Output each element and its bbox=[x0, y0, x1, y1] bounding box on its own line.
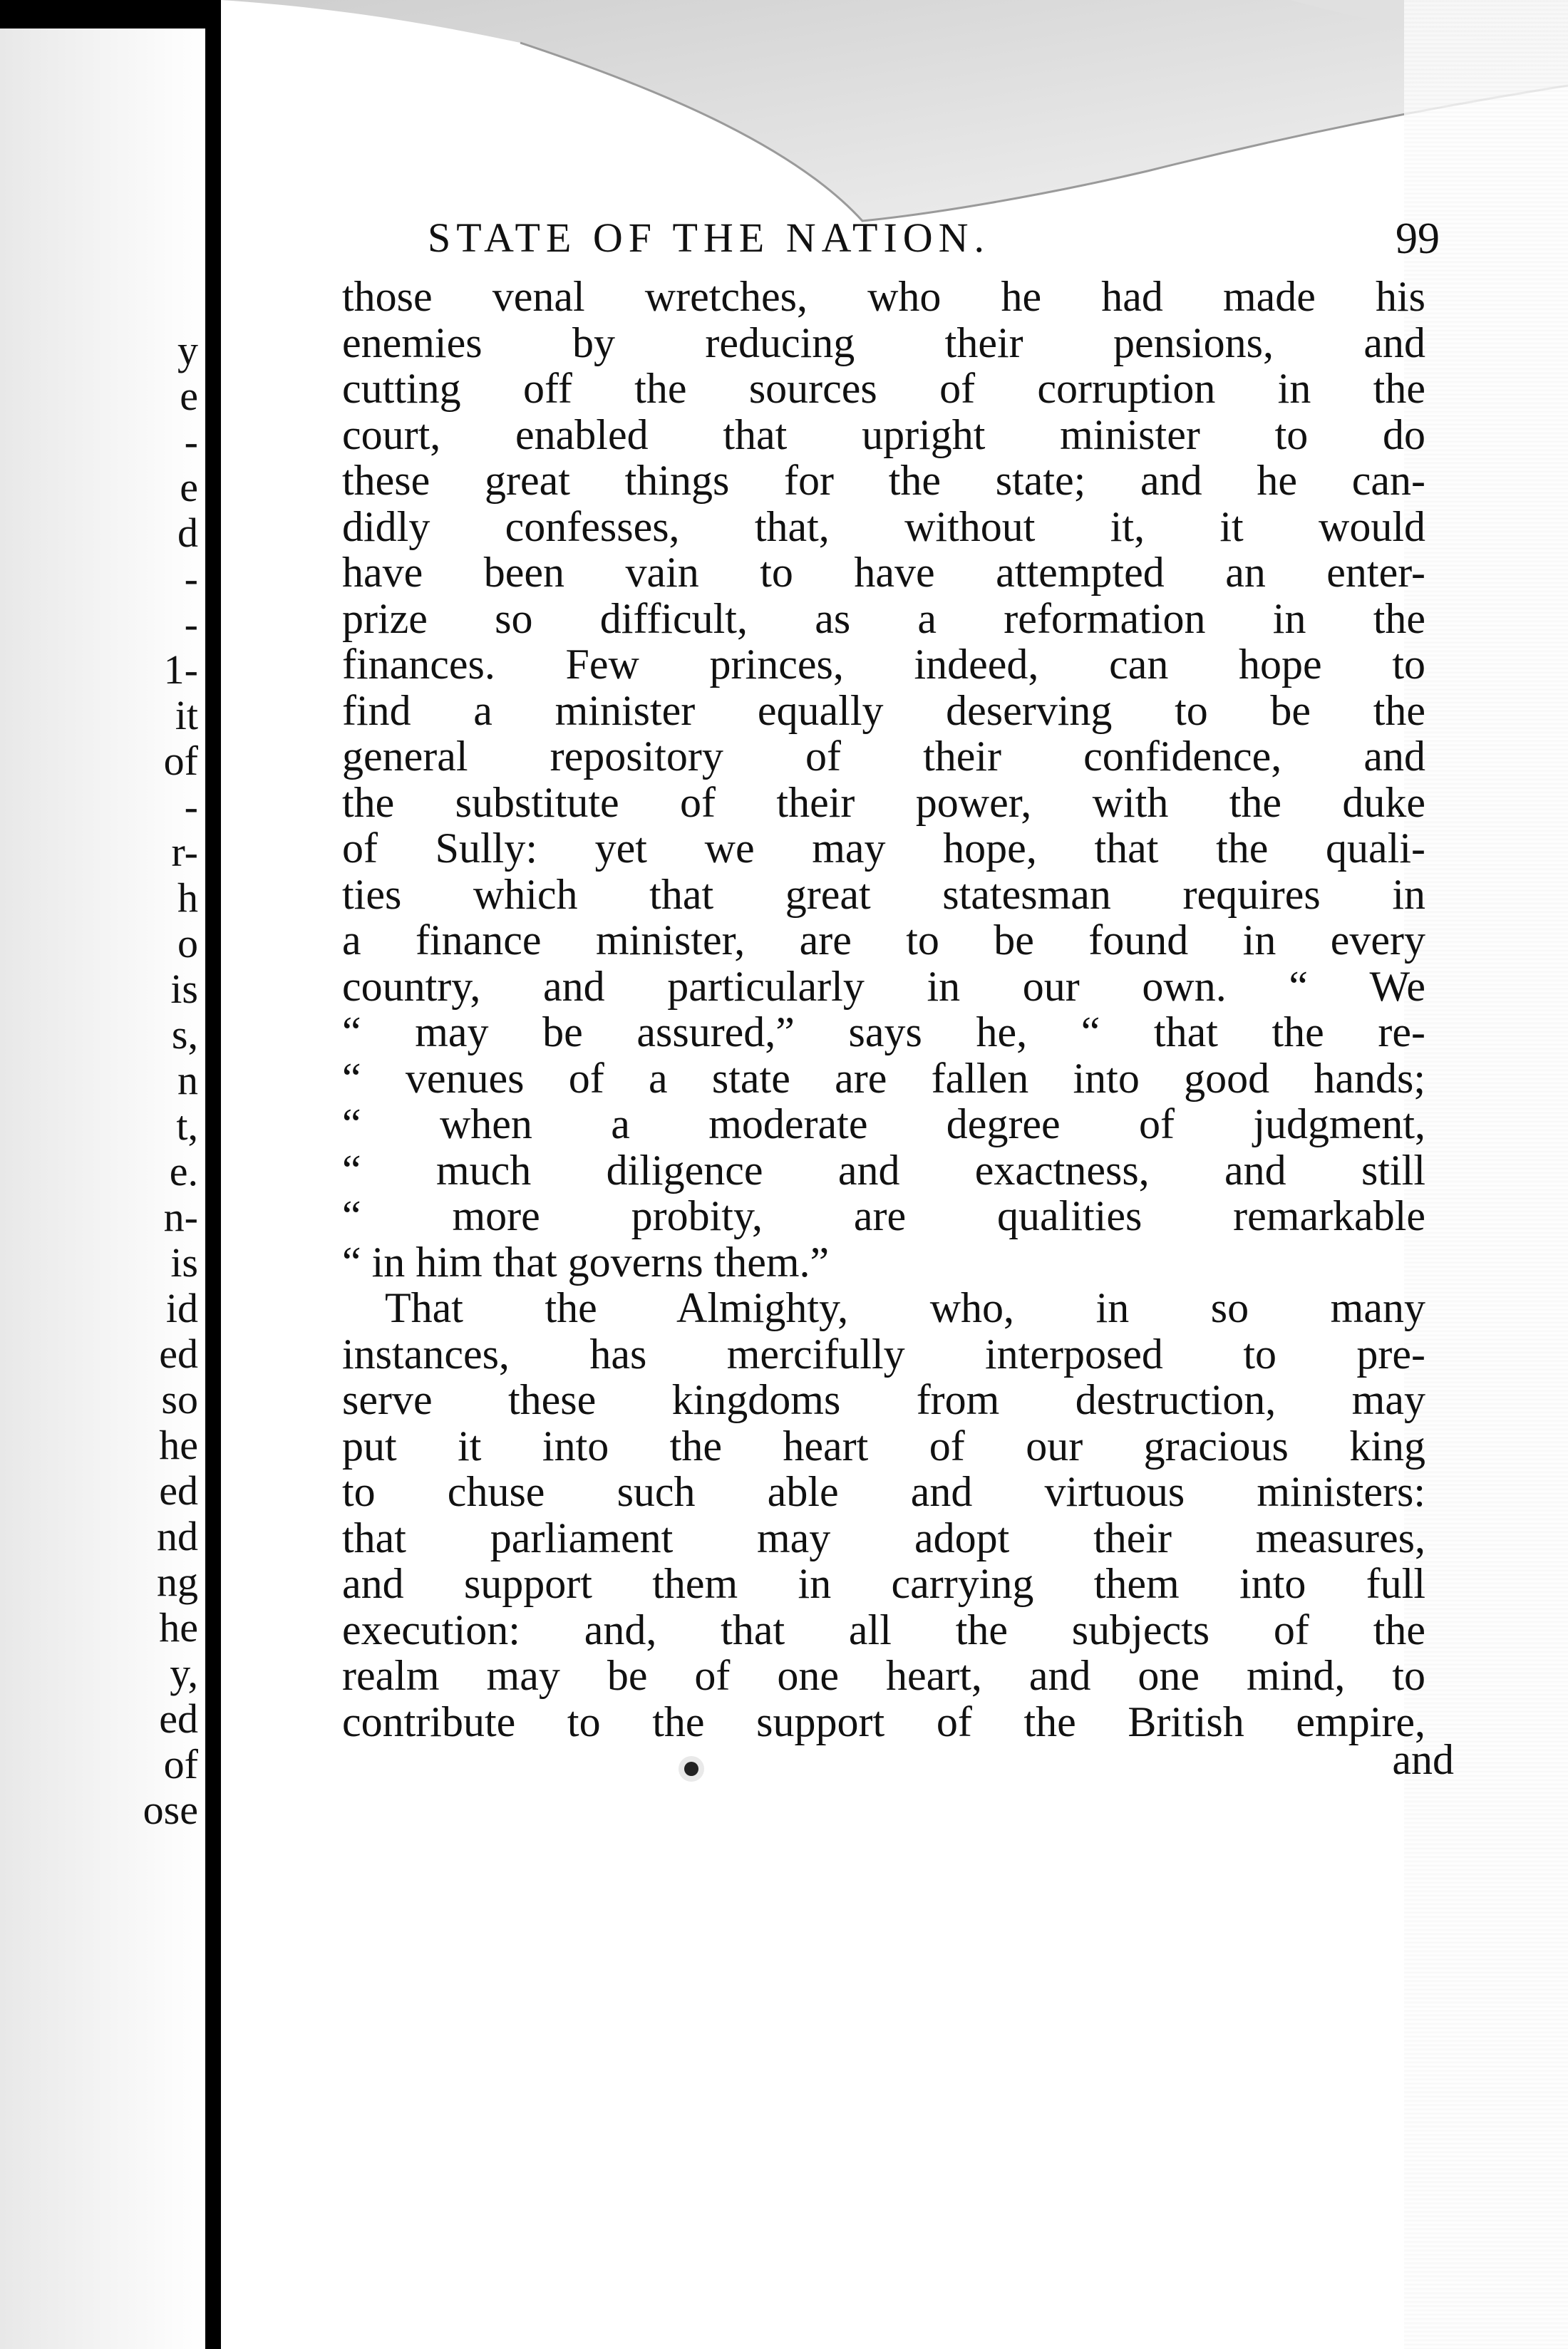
text-line: didly confesses, that, without it, it would bbox=[342, 502, 1425, 550]
left-fragment: ng bbox=[157, 1559, 198, 1605]
text-line: general repository of their confidence, and bbox=[342, 733, 1425, 780]
left-fragment: e. bbox=[169, 1148, 198, 1194]
paper-texture bbox=[1404, 0, 1568, 2349]
left-page-edge bbox=[0, 29, 205, 2349]
left-fragment: s, bbox=[171, 1011, 198, 1058]
left-fragment: 1- bbox=[163, 646, 198, 693]
left-fragment: - bbox=[184, 555, 198, 602]
text-line: court, enabled that upright minister to do bbox=[342, 411, 1425, 458]
catchword: and bbox=[1392, 1736, 1454, 1783]
signature-mark-dot bbox=[684, 1762, 698, 1776]
left-fragment: it bbox=[175, 692, 198, 738]
text-line: to chuse such able and virtuous ministers: bbox=[342, 1468, 1425, 1515]
left-fragment: ed bbox=[159, 1695, 198, 1742]
left-fragment: d bbox=[177, 510, 198, 556]
text-line: realm may be of one heart, and one mind, to bbox=[342, 1652, 1425, 1699]
left-fragment: ose bbox=[143, 1787, 198, 1833]
book-gutter bbox=[205, 0, 221, 2349]
text-line: cutting off the sources of corruption in the bbox=[342, 365, 1425, 412]
left-fragment: r- bbox=[171, 829, 198, 875]
text-line: these great things for the state; and he can- bbox=[342, 457, 1425, 504]
body-text bbox=[342, 274, 1425, 1745]
left-fragment: he bbox=[159, 1604, 198, 1651]
text-line: enemies by reducing their pensions, and bbox=[342, 319, 1425, 366]
text-line: find a minister equally deserving to be the bbox=[342, 686, 1425, 734]
text-line: country, and particularly in our own. “ We bbox=[342, 962, 1425, 1010]
left-fragment: e bbox=[180, 373, 198, 419]
left-fragment: is bbox=[170, 966, 198, 1012]
text-line: ties which that great statesman requires in bbox=[342, 870, 1425, 918]
text-line: prize so difficult, as a reformation in the bbox=[342, 594, 1425, 642]
left-fragment: y, bbox=[170, 1650, 198, 1696]
left-fragment: n- bbox=[163, 1194, 198, 1240]
left-fragment: ed bbox=[159, 1467, 198, 1514]
text-line: “ venues of a state are fallen into good hands; bbox=[342, 1054, 1425, 1102]
left-fragment: - bbox=[184, 418, 198, 465]
text-line: execution: and, that all the subjects of the bbox=[342, 1606, 1425, 1653]
left-page-text-fragments bbox=[143, 328, 198, 1833]
left-fragment: so bbox=[161, 1376, 198, 1423]
text-line: that parliament may adopt their measures, bbox=[342, 1514, 1425, 1561]
left-fragment: is bbox=[170, 1239, 198, 1286]
left-fragment: - bbox=[184, 601, 198, 647]
text-line: finances. Few princes, indeed, can hope to bbox=[342, 641, 1425, 688]
left-fragment: nd bbox=[157, 1513, 198, 1559]
torn-page-corner bbox=[221, 0, 1568, 228]
page-number: 99 bbox=[1396, 215, 1440, 263]
text-line: the substitute of their power, with the duke bbox=[342, 778, 1425, 826]
running-head-title: STATE OF THE NATION. bbox=[428, 215, 991, 261]
running-head bbox=[428, 214, 1440, 264]
left-fragment: o bbox=[177, 920, 198, 966]
text-line: “ much diligence and exactness, and still bbox=[342, 1146, 1425, 1194]
text-line: have been vain to have attempted an enter- bbox=[342, 549, 1425, 596]
text-line: contribute to the support of the British empire, bbox=[342, 1698, 1425, 1745]
text-line: “ when a moderate degree of judgment, bbox=[342, 1100, 1425, 1147]
left-fragment: y bbox=[177, 327, 198, 373]
text-line: instances, has mercifully interposed to pre- bbox=[342, 1330, 1425, 1378]
left-fragment: id bbox=[165, 1285, 198, 1331]
text-line: those venal wretches, who he had made his bbox=[342, 273, 1425, 320]
text-line: and support them in carrying them into full bbox=[342, 1560, 1425, 1607]
text-line: put it into the heart of our gracious king bbox=[342, 1422, 1425, 1470]
left-fragment: of bbox=[163, 738, 198, 784]
text-line: “ in him that governs them.” bbox=[342, 1238, 830, 1286]
left-fragment: - bbox=[184, 783, 198, 830]
left-fragment: ed bbox=[159, 1331, 198, 1377]
text-line: serve these kingdoms from destruction, may bbox=[342, 1376, 1425, 1423]
text-line: That the Almighty, who, in so many bbox=[385, 1284, 1425, 1331]
text-line: “ more probity, are qualities remarkable bbox=[342, 1192, 1425, 1239]
left-fragment: of bbox=[163, 1741, 198, 1787]
text-line: of Sully: yet we may hope, that the quali- bbox=[342, 825, 1425, 872]
text-line: “ may be assured,” says he, “ that the re- bbox=[342, 1008, 1425, 1055]
left-fragment: he bbox=[159, 1422, 198, 1468]
right-page bbox=[221, 0, 1568, 2349]
left-fragment: e bbox=[180, 464, 198, 510]
text-line: a finance minister, are to be found in every bbox=[342, 917, 1425, 964]
left-fragment: n bbox=[177, 1057, 198, 1103]
left-fragment: h bbox=[177, 874, 198, 921]
left-fragment: t, bbox=[176, 1103, 198, 1149]
